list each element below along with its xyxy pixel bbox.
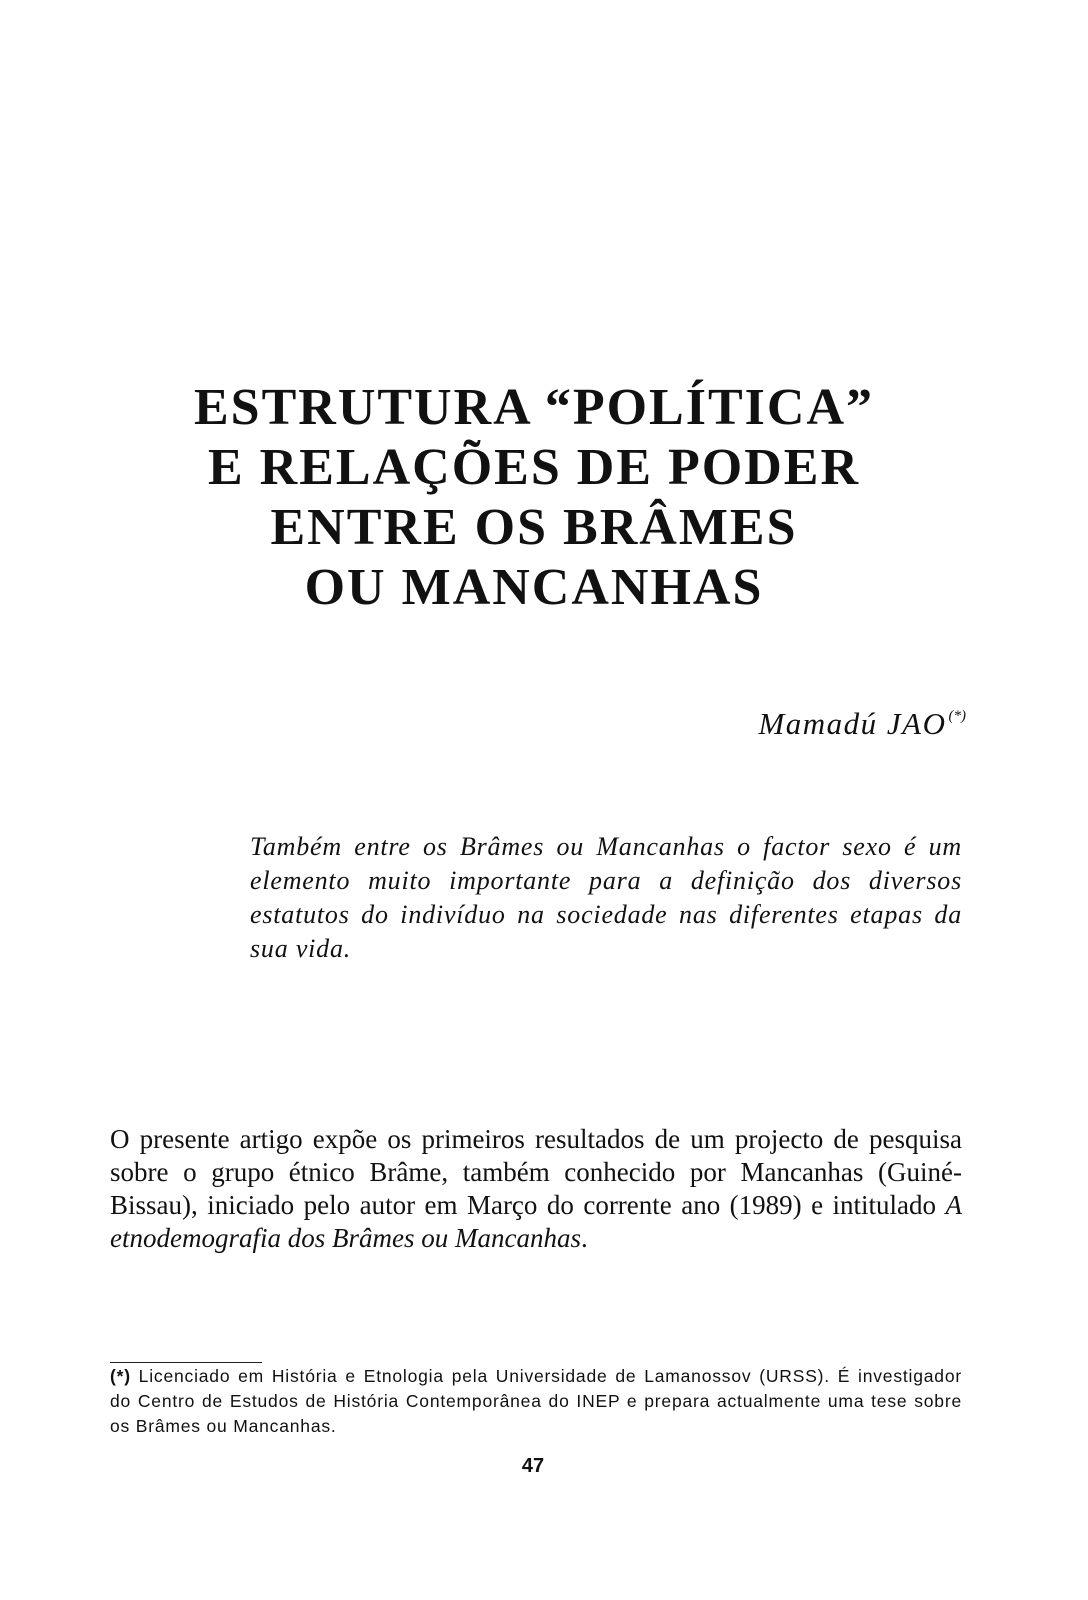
lead-paragraph (110, 1123, 962, 1255)
title-line: E RELAÇÕES DE PODER (208, 439, 860, 496)
author-name: Mamadú JAO (758, 706, 947, 741)
footnote-divider (110, 1362, 262, 1363)
article-title (0, 378, 1068, 618)
title-line: OU MANCANHAS (304, 559, 764, 616)
lead-end: . (580, 1223, 588, 1253)
footnote-text: Licenciado em História e Etnologia pela Universidade de Lamanossov (URSS). É investigador do Centro de Estudos de História Contemporânea do INEP e prepara actualmente uma tese sobre os Brâmes ou Mancanhas. (110, 1366, 962, 1436)
footnote (110, 1364, 962, 1439)
title-line: ESTRUTURA “POLÍTICA” (193, 379, 875, 436)
title-line: ENTRE OS BRÂMES (270, 499, 798, 556)
footnote-marker: (*) (110, 1366, 131, 1386)
page-number: 47 (521, 1455, 545, 1477)
lead-text: O presente artigo expõe os primeiros resultados de um projecto de pesquisa sobre o grupo étnico Brâme, também conhecido por Mancanhas (Guiné-Bissau), iniciado pelo autor em Março do corrente ano (1989) e intitulado (110, 1124, 962, 1220)
author-byline (758, 706, 966, 742)
author-footnote-marker: (*) (948, 708, 966, 724)
project-title: A etnodemografia dos Brâmes ou Mancanhas (110, 1190, 962, 1253)
epigraph: Também entre os Brâmes ou Mancanhas o factor sexo é um elemento muito importante para a definição dos diversos estatutos do indivíduo na sociedade nas diferentes etapas da sua vida. (250, 832, 962, 963)
